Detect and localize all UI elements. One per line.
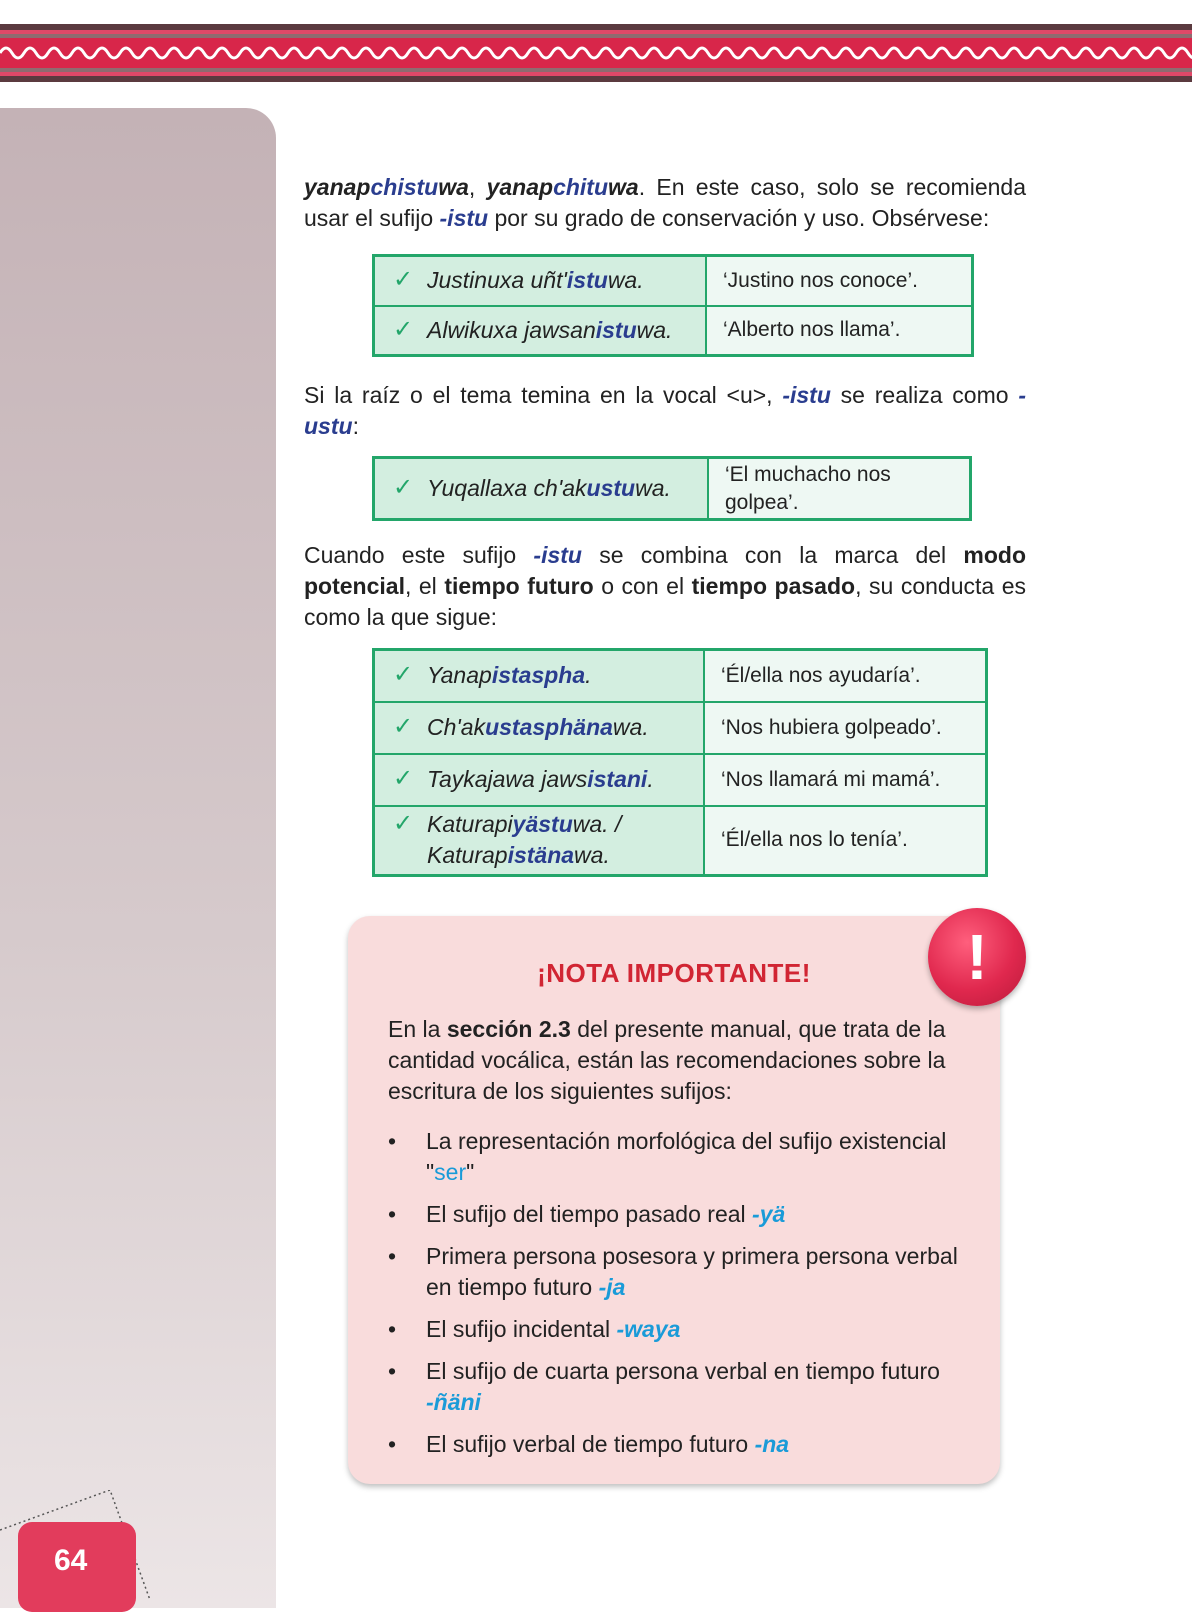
translation: ‘Justino nos conoce’. (706, 256, 973, 306)
note-title: ¡NOTA IMPORTANTE! (537, 958, 811, 988)
translation: ‘Nos llamará mi mamá’. (704, 754, 987, 806)
list-item: • El sufijo del tiempo pasado real -yä (388, 1201, 786, 1227)
list-item: • El sufijo incidental -waya (388, 1316, 681, 1342)
list-item: • El sufijo verbal de tiempo futuro -na (388, 1431, 790, 1457)
check-icon: ✓ (393, 810, 414, 838)
list-item: • El sufijo de cuarta persona verbal en tiempo futuro -ñäni (388, 1358, 940, 1415)
translation: ‘El muchacho nos golpea’. (708, 458, 971, 520)
check-icon: ✓ (393, 661, 414, 689)
translation: ‘Nos hubiera golpeado’. (704, 702, 987, 754)
page-number: 64 (18, 1522, 136, 1612)
check-icon: ✓ (393, 315, 414, 343)
check-icon: ✓ (393, 765, 414, 792)
alert-icon: ! (928, 908, 1026, 1006)
example-table-2: ✓ Yuqallaxa ch'akustuwa. ‘El muchacho nos golpea’. (372, 456, 972, 521)
translation: ‘Él/ella nos ayudaría’. (704, 650, 987, 702)
check-icon: ✓ (393, 713, 414, 740)
list-item: • La representación morfológica del sufijo existencial "ser" (388, 1128, 947, 1185)
translation: ‘Alberto nos llama’. (706, 306, 973, 356)
sidebar-panel (0, 108, 276, 1608)
intro-paragraph: yanapchistuwa, yanapchituwa. En este caso, solo se recomienda usar el sufijo -istu por su grado de conservación y uso. Obsérvese: (304, 174, 1026, 231)
list-item: • Primera persona posesora y primera persona verbal en tiempo futuro -ja (388, 1243, 958, 1300)
note-intro: En la sección 2.3 del presente manual, que trata de la cantidad vocálica, están las recomendaciones sobre la escritura de los siguientes sufijos: (388, 1016, 946, 1104)
suffix-list (388, 1126, 988, 1471)
paragraph-3: Cuando este sufijo -istu se combina con la marca del modo potencial, el tiempo futuro o con el tiempo pasado, su conducta es como la que sigue: (304, 542, 1026, 630)
paragraph-2: Si la raíz o el tema temina en la vocal <u>, -istu se realiza como -ustu: (304, 382, 1026, 439)
example-table-3: ✓ Yanapistaspha. ‘Él/ella nos ayudaría’. ✓ Ch'akustasphänawa. ‘Nos hubiera golpeado’. ✓ Taykajawa jawsistani. ‘Nos llamará mi mamá’. ✓ Katurapiyästuwa. / Katurapistänawa. ‘Él/ella nos lo tenía’. (372, 648, 988, 877)
check-icon: ✓ (393, 266, 414, 294)
important-note-box (348, 916, 1000, 1484)
example-table-1: ✓ Justinuxa uñt'istuwa. ‘Justino nos conoce’. ✓ Alwikuxa jawsanistuwa. ‘Alberto nos llama’. (372, 254, 974, 357)
translation: ‘Él/ella nos lo tenía’. (704, 806, 987, 876)
decorative-band (0, 24, 1192, 84)
check-icon: ✓ (393, 474, 414, 501)
